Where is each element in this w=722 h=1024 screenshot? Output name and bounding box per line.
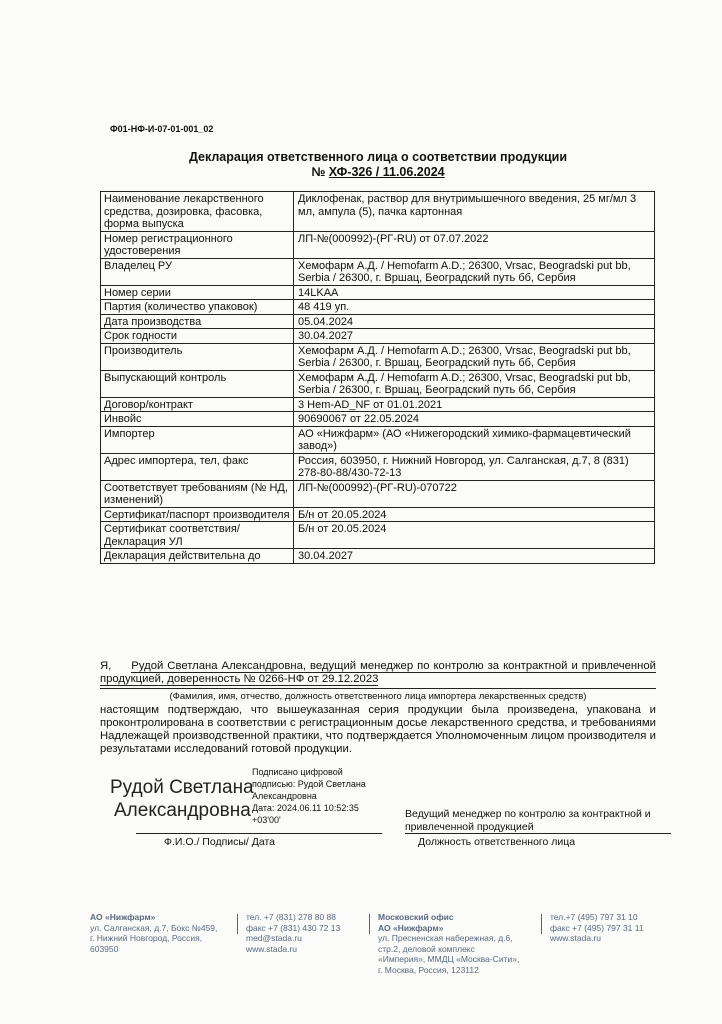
footer-line: тел. +7 (831) 278 80 88 bbox=[246, 912, 336, 922]
row-value: Россия, 603950, г. Нижний Новгород, ул. Салганская, д.7, 8 (831) 278-80-88/430-72-13 bbox=[294, 453, 655, 480]
table-row bbox=[101, 300, 655, 315]
table-row bbox=[101, 192, 655, 232]
row-value: ЛП-№(000992)-(РГ-RU) от 07.07.2022 bbox=[294, 231, 655, 258]
footer-line: тел.+7 (495) 797 31 10 bbox=[550, 912, 638, 922]
footer-company: АО «Нижфарм» bbox=[378, 922, 444, 933]
row-label: Партия (количество упаковок) bbox=[101, 300, 294, 315]
row-label: Сертификат соответствия/Декларация УЛ bbox=[101, 522, 294, 549]
row-value: ЛП-№(000992)-(РГ-RU)-070722 bbox=[294, 480, 655, 507]
footer-line: 603950 bbox=[90, 943, 119, 954]
row-value: 05.04.2024 bbox=[294, 314, 655, 329]
row-value: Хемофарм А.Д. / Hemofarm A.D.; 26300, Vrsac, Beogradski put bb, Serbia / 26300, г. Вршац, Београдский путь бб, Сербия bbox=[294, 370, 655, 397]
digital-signature-stamp bbox=[252, 766, 392, 826]
footer-separator bbox=[541, 914, 542, 934]
row-value: 30.04.2027 bbox=[294, 549, 655, 564]
footer-line: факс +7 (831) 430 72 13 bbox=[246, 922, 341, 933]
table-row bbox=[101, 549, 655, 564]
footer-email: med@stada.ru bbox=[246, 933, 302, 943]
footer-line: факс +7 (495) 797 31 11 bbox=[550, 922, 644, 933]
row-value: Диклофенак, раствор для внутримышечного введения, 25 мг/мл 3 мл, ампула (5), пачка картонная bbox=[294, 192, 655, 232]
row-label: Дата производства bbox=[101, 314, 294, 329]
position-line bbox=[405, 833, 671, 834]
footer-contacts bbox=[246, 912, 340, 954]
row-value: 48 419 уп. bbox=[294, 300, 655, 315]
row-label: Инвойс bbox=[101, 412, 294, 427]
footer-company: АО «Нижфарм» bbox=[90, 912, 156, 922]
footer-website: www.stada.ru bbox=[246, 943, 298, 954]
title-line: Декларация ответственного лица о соответствии продукции bbox=[188, 150, 568, 164]
table-row bbox=[101, 231, 655, 258]
signature-name-line1: Рудой Светлана bbox=[110, 777, 254, 798]
row-label: Выпускающий контроль bbox=[101, 370, 294, 397]
stamp-line: Александровна bbox=[252, 791, 317, 801]
table-row bbox=[101, 258, 655, 285]
row-value: 30.04.2027 bbox=[294, 329, 655, 344]
table-row bbox=[101, 397, 655, 412]
footer-line: «Империя», ММДЦ «Москва-Сити», bbox=[378, 954, 520, 964]
row-value: Б/н от 20.05.2024 bbox=[294, 507, 655, 522]
signature-line bbox=[136, 833, 382, 834]
row-label: Соответствует требованиям (№ НД, изменений) bbox=[101, 480, 294, 507]
row-value: АО «Нижфарм» (АО «Нижегородский химико-фармацевтический завод») bbox=[294, 426, 655, 453]
statement-body: настоящим подтверждаю, что вышеуказанная серия продукции была произведена, упакована и проконтролирована в соответствии с регистрационным досье лекарственного средства, и требованиями Надлежащей производственной практики, что подтверждается Уполномоченным лицом производителя и результатами исследований готовой продукции. bbox=[100, 704, 656, 755]
document-code: Ф01-НФ-И-07-01-001_02 bbox=[110, 124, 214, 134]
number-value: ХФ-326 / 11.06.2024 bbox=[328, 165, 445, 179]
row-value: 90690067 от 22.05.2024 bbox=[294, 412, 655, 427]
stamp-line: +03'00' bbox=[252, 815, 281, 825]
statement-person bbox=[100, 660, 656, 686]
row-value: Хемофарм А.Д. / Hemofarm A.D.; 26300, Vrsac, Beogradski put bb, Serbia / 26300, г. Вршац, Београдский путь бб, Сербия bbox=[294, 258, 655, 285]
footer-address bbox=[90, 912, 217, 954]
footer-office-title: Московский офис bbox=[378, 912, 454, 922]
table-row bbox=[101, 522, 655, 549]
footer-line: г. Москва, Россия, 123112 bbox=[378, 964, 479, 975]
row-label: Номер серии bbox=[101, 285, 294, 300]
declaration-table bbox=[100, 191, 655, 564]
table-row bbox=[101, 285, 655, 300]
row-value: 14LKAA bbox=[294, 285, 655, 300]
row-value: Хемофарм А.Д. / Hemofarm A.D.; 26300, Vrsac, Beogradski put bb, Serbia / 26300, г. Вршац, Београдский путь бб, Сербия bbox=[294, 343, 655, 370]
footer-line: г. Нижний Новгород, Россия, bbox=[90, 933, 203, 943]
row-value: 3 Hem-AD_NF от 01.01.2021 bbox=[294, 397, 655, 412]
row-label: Срок годности bbox=[101, 329, 294, 344]
row-label: Производитель bbox=[101, 343, 294, 370]
statement-prefix: Я, bbox=[100, 660, 112, 672]
row-label: Адрес импортера, тел, факс bbox=[101, 453, 294, 480]
table-row bbox=[101, 480, 655, 507]
table-row bbox=[101, 314, 655, 329]
row-label: Договор/контракт bbox=[101, 397, 294, 412]
footer-line: ул. Салганская, д.7, Бокс №459, bbox=[90, 922, 218, 933]
footer-line: ул. Пресненская набережная, д.6, bbox=[378, 933, 513, 943]
footer-moscow-office bbox=[378, 912, 519, 975]
table-row bbox=[101, 507, 655, 522]
table-row bbox=[101, 343, 655, 370]
footer-website: www.stada.ru bbox=[550, 933, 602, 943]
footer-line: стр.2, деловой комплекс bbox=[378, 943, 475, 954]
row-label: Импортер bbox=[101, 426, 294, 453]
signature-name-line2: Александровна bbox=[114, 800, 251, 821]
stamp-line: Дата: 2024.06.11 10:52:35 bbox=[252, 803, 359, 813]
document-title bbox=[100, 150, 656, 180]
footer-separator bbox=[237, 914, 238, 934]
position-caption: Должность ответственного лица bbox=[418, 836, 576, 848]
stamp-line: подписью: Рудой Светлана bbox=[252, 779, 366, 789]
position-text: Ведущий менеджер по контролю за контрактной и привлеченной продукцией bbox=[405, 808, 651, 833]
row-label: Сертификат/паспорт производителя bbox=[101, 507, 294, 522]
footer-separator bbox=[369, 914, 370, 934]
row-value: Б/н от 20.05.2024 bbox=[294, 522, 655, 549]
number-prefix: № bbox=[311, 165, 329, 179]
row-label: Номер регистрационного удостоверения bbox=[101, 231, 294, 258]
responsibility-statement bbox=[100, 660, 656, 756]
statement-caption: (Фамилия, имя, отчество, должность ответственного лица импортера лекарственных средств) bbox=[100, 688, 656, 703]
row-label: Наименование лекарственного средства, дозировка, фасовка, форма выпуска bbox=[101, 192, 294, 232]
declaration-number bbox=[100, 165, 656, 180]
signature-name bbox=[110, 776, 254, 822]
table-row bbox=[101, 453, 655, 480]
footer-moscow-contacts bbox=[550, 912, 644, 944]
person-details: Рудой Светлана Александровна, ведущий менеджер по контролю за контрактной и привлеченной продукцией, доверенность № 0266-НФ от 29.12.2023 bbox=[100, 660, 656, 685]
row-label: Декларация действительна до bbox=[101, 549, 294, 564]
row-label: Владелец РУ bbox=[101, 258, 294, 285]
stamp-line: Подписано цифровой bbox=[252, 767, 343, 777]
table-row bbox=[101, 412, 655, 427]
signature-caption: Ф.И.О./ Подписы/ Дата bbox=[164, 836, 275, 848]
table-row bbox=[101, 329, 655, 344]
table-row bbox=[101, 370, 655, 397]
table-row bbox=[101, 426, 655, 453]
